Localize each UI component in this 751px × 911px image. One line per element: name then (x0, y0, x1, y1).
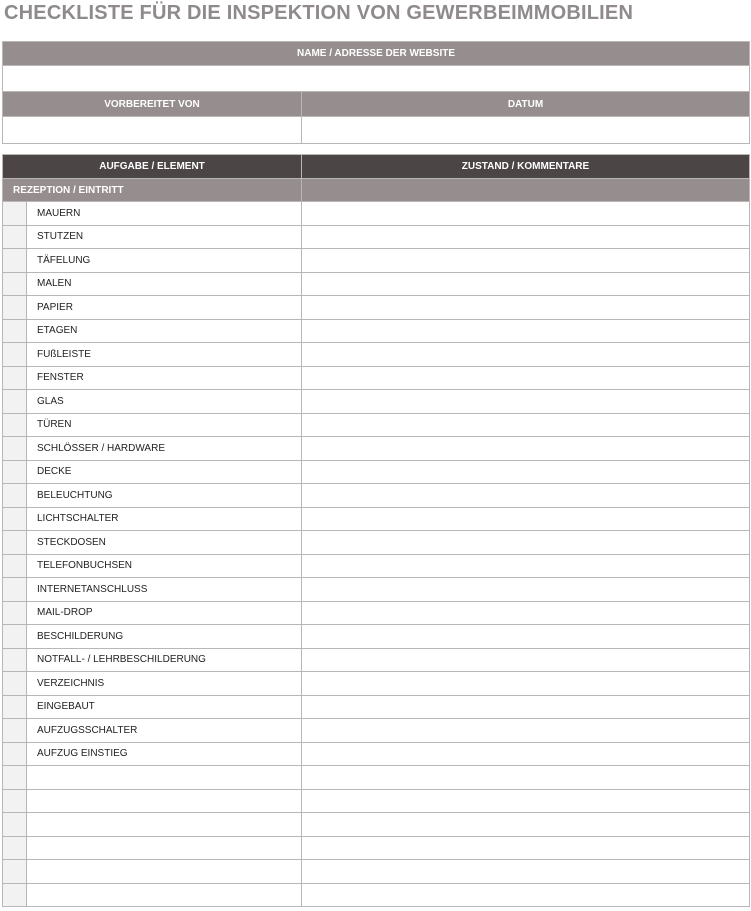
table-row (3, 766, 750, 790)
comment-cell[interactable] (302, 672, 750, 696)
checkbox-cell[interactable] (3, 390, 27, 414)
checkbox-cell[interactable] (3, 272, 27, 296)
item-label (27, 789, 302, 813)
checkbox-cell[interactable] (3, 625, 27, 649)
comment-cell[interactable] (302, 319, 750, 343)
date-label: DATUM (302, 92, 750, 117)
comment-cell[interactable] (302, 437, 750, 461)
checkbox-cell[interactable] (3, 883, 27, 907)
comment-cell[interactable] (302, 625, 750, 649)
item-label: SCHLÖSSER / HARDWARE (27, 437, 302, 461)
table-row (3, 202, 750, 226)
item-label (27, 836, 302, 860)
table-row (3, 601, 750, 625)
table-row (3, 813, 750, 837)
comment-cell[interactable] (302, 366, 750, 390)
table-row (3, 860, 750, 884)
comment-cell[interactable] (302, 390, 750, 414)
table-row (3, 413, 750, 437)
table-row (3, 531, 750, 555)
table-row (3, 484, 750, 508)
checkbox-cell[interactable] (3, 507, 27, 531)
item-label: MALEN (27, 272, 302, 296)
table-row (3, 672, 750, 696)
comment-cell[interactable] (302, 225, 750, 249)
checkbox-cell[interactable] (3, 648, 27, 672)
table-row (3, 625, 750, 649)
checkbox-cell[interactable] (3, 789, 27, 813)
item-label: BELEUCHTUNG (27, 484, 302, 508)
table-row (3, 554, 750, 578)
item-label: LICHTSCHALTER (27, 507, 302, 531)
item-label (27, 883, 302, 907)
comment-cell[interactable] (302, 766, 750, 790)
item-label: AUFZUG EINSTIEG (27, 742, 302, 766)
checkbox-cell[interactable] (3, 225, 27, 249)
comment-cell[interactable] (302, 554, 750, 578)
section-header-fill (302, 179, 750, 202)
checkbox-cell[interactable] (3, 366, 27, 390)
comment-cell[interactable] (302, 531, 750, 555)
checkbox-cell[interactable] (3, 296, 27, 320)
checkbox-cell[interactable] (3, 836, 27, 860)
item-label: DECKE (27, 460, 302, 484)
comment-cell[interactable] (302, 719, 750, 743)
comment-cell[interactable] (302, 648, 750, 672)
item-label (27, 813, 302, 837)
checkbox-cell[interactable] (3, 437, 27, 461)
item-label: ETAGEN (27, 319, 302, 343)
checkbox-cell[interactable] (3, 695, 27, 719)
item-label: TÜREN (27, 413, 302, 437)
comment-cell[interactable] (302, 836, 750, 860)
checkbox-cell[interactable] (3, 484, 27, 508)
item-label (27, 766, 302, 790)
comment-cell[interactable] (302, 813, 750, 837)
table-row (3, 319, 750, 343)
comment-cell[interactable] (302, 202, 750, 226)
item-label: FENSTER (27, 366, 302, 390)
checkbox-cell[interactable] (3, 343, 27, 367)
table-row (3, 437, 750, 461)
comment-cell[interactable] (302, 343, 750, 367)
comment-cell[interactable] (302, 249, 750, 273)
table-row (3, 883, 750, 907)
table-row (3, 249, 750, 273)
item-label: TELEFONBUCHSEN (27, 554, 302, 578)
item-label: STUTZEN (27, 225, 302, 249)
checkbox-cell[interactable] (3, 719, 27, 743)
table-row (3, 789, 750, 813)
table-row (3, 648, 750, 672)
checkbox-cell[interactable] (3, 531, 27, 555)
checkbox-cell[interactable] (3, 578, 27, 602)
checklist-table (2, 154, 750, 907)
item-label: GLAS (27, 390, 302, 414)
site-label: NAME / ADRESSE DER WEBSITE (3, 42, 750, 66)
table-row (3, 390, 750, 414)
condition-column-header: ZUSTAND / KOMMENTARE (302, 155, 750, 179)
table-row (3, 578, 750, 602)
comment-cell[interactable] (302, 742, 750, 766)
task-column-header: AUFGABE / ELEMENT (3, 155, 302, 179)
item-label: NOTFALL- / LEHRBESCHILDERUNG (27, 648, 302, 672)
checkbox-cell[interactable] (3, 766, 27, 790)
info-table (2, 41, 750, 144)
table-row (3, 343, 750, 367)
table-row (3, 719, 750, 743)
comment-cell[interactable] (302, 601, 750, 625)
checkbox-cell[interactable] (3, 813, 27, 837)
checkbox-cell[interactable] (3, 672, 27, 696)
table-row (3, 836, 750, 860)
checkbox-cell[interactable] (3, 319, 27, 343)
comment-cell[interactable] (302, 413, 750, 437)
page-title: CHECKLISTE FÜR DIE INSPEKTION VON GEWERBEIMMOBILIEN (4, 2, 634, 24)
checkbox-cell[interactable] (3, 202, 27, 226)
section-header: REZEPTION / EINTRITT (3, 179, 302, 202)
comment-cell[interactable] (302, 484, 750, 508)
table-row (3, 742, 750, 766)
prepared-by-field[interactable] (3, 117, 302, 144)
item-label: MAUERN (27, 202, 302, 226)
table-row (3, 296, 750, 320)
item-label: VERZEICHNIS (27, 672, 302, 696)
item-label: MAIL-DROP (27, 601, 302, 625)
item-label: PAPIER (27, 296, 302, 320)
checkbox-cell[interactable] (3, 249, 27, 273)
comment-cell[interactable] (302, 789, 750, 813)
item-label (27, 860, 302, 884)
prepared-by-label: VORBEREITET VON (3, 92, 302, 117)
item-label: AUFZUGSSCHALTER (27, 719, 302, 743)
checkbox-cell[interactable] (3, 742, 27, 766)
checkbox-cell[interactable] (3, 554, 27, 578)
checkbox-cell[interactable] (3, 460, 27, 484)
comment-cell[interactable] (302, 460, 750, 484)
table-row (3, 272, 750, 296)
table-row (3, 366, 750, 390)
table-row (3, 695, 750, 719)
item-label: STECKDOSEN (27, 531, 302, 555)
comment-cell[interactable] (302, 296, 750, 320)
comment-cell[interactable] (302, 695, 750, 719)
checklist-items (3, 202, 750, 907)
date-field[interactable] (302, 117, 750, 144)
comment-cell[interactable] (302, 578, 750, 602)
comment-cell[interactable] (302, 272, 750, 296)
item-label: INTERNETANSCHLUSS (27, 578, 302, 602)
table-row (3, 507, 750, 531)
site-field[interactable] (3, 66, 750, 92)
comment-cell[interactable] (302, 860, 750, 884)
table-row (3, 460, 750, 484)
item-label: FUßLEISTE (27, 343, 302, 367)
comment-cell[interactable] (302, 883, 750, 907)
item-label: TÄFELUNG (27, 249, 302, 273)
table-row (3, 225, 750, 249)
item-label: EINGEBAUT (27, 695, 302, 719)
checkbox-cell[interactable] (3, 413, 27, 437)
checkbox-cell[interactable] (3, 601, 27, 625)
item-label: BESCHILDERUNG (27, 625, 302, 649)
comment-cell[interactable] (302, 507, 750, 531)
checkbox-cell[interactable] (3, 860, 27, 884)
